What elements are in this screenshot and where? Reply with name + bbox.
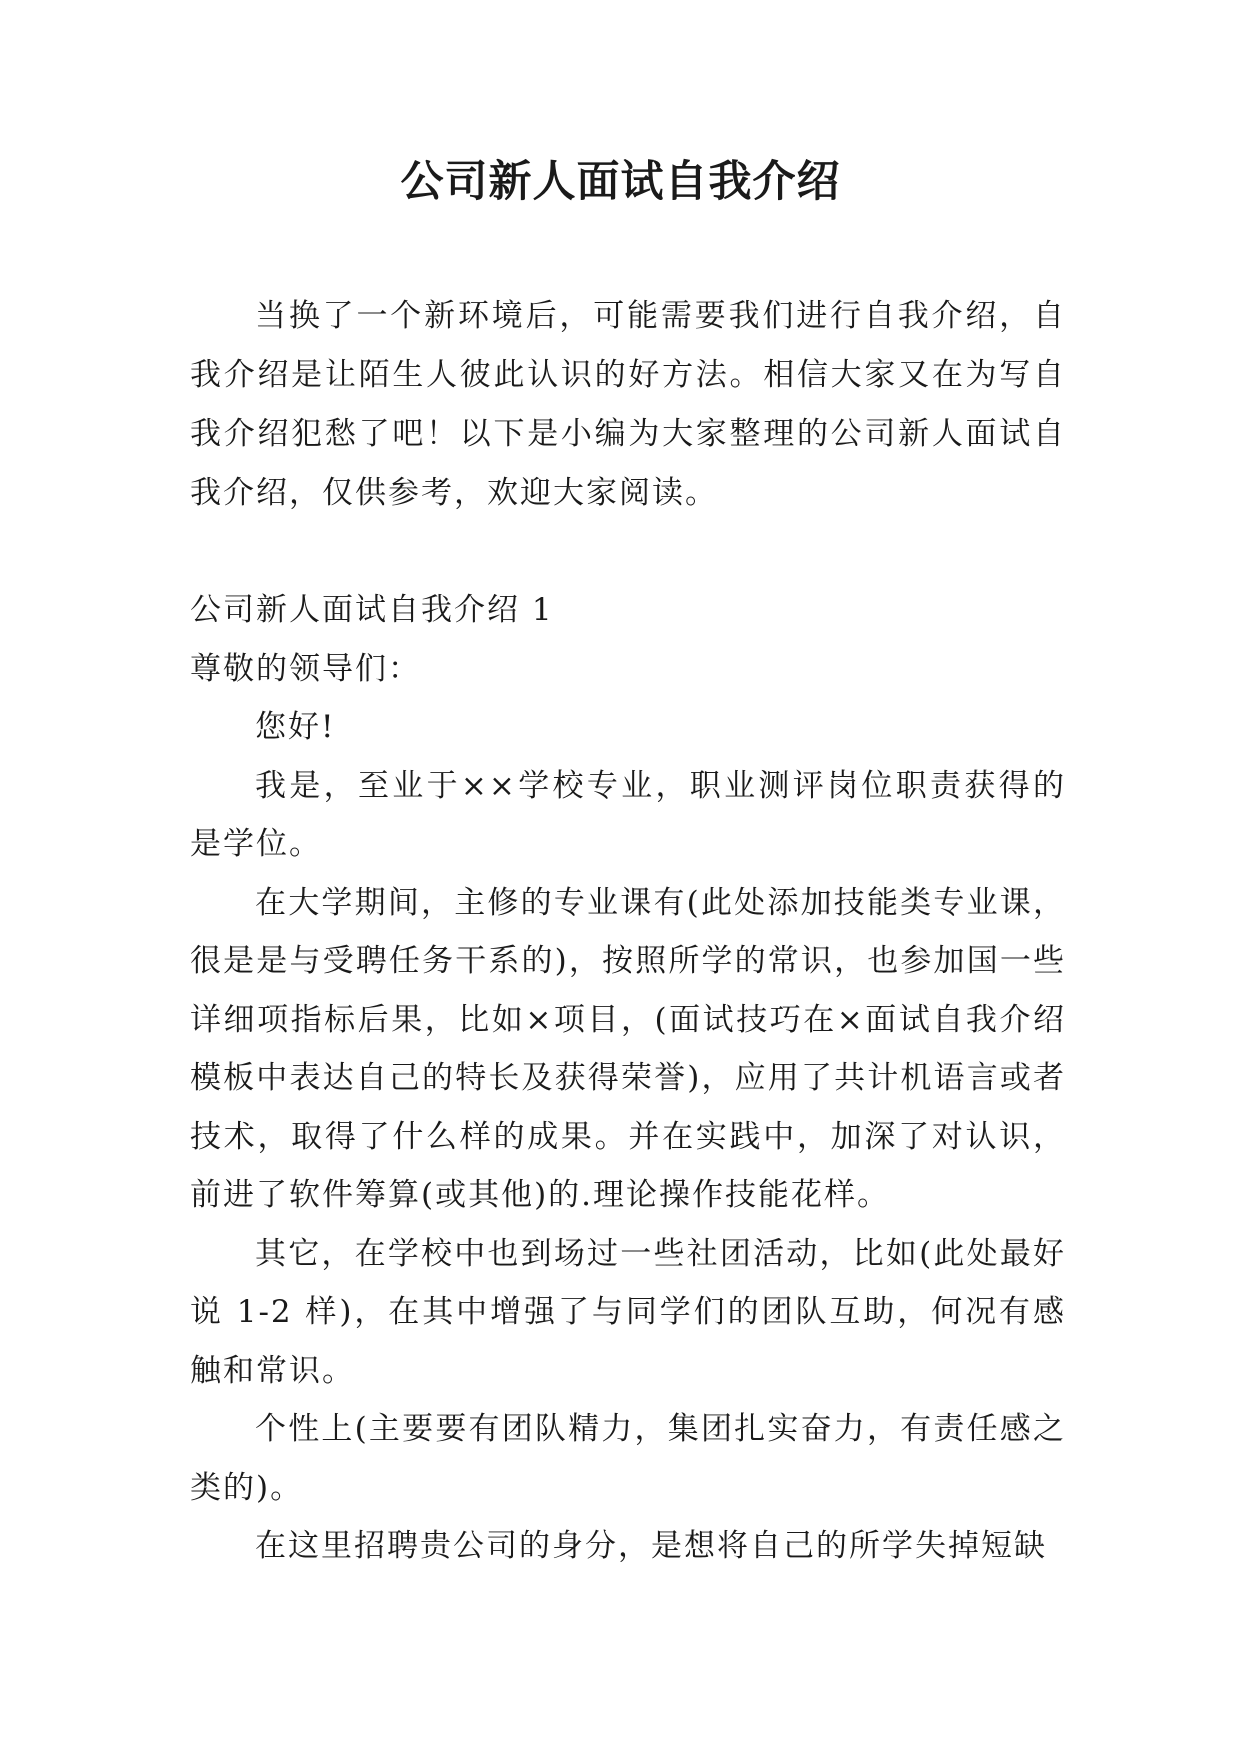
body-paragraph-3: 其它，在学校中也到场过一些社团活动，比如(此处最好说 1-2 样)，在其中增强了与同学们的团队互助，何况有感触和常识。 [190,1235,1066,1389]
body-paragraph-2: 在大学期间，主修的专业课有(此处添加技能类专业课，很是是与受聘任务干系的)，按照所学的常识，也参加国一些详细项指标后果，比如×项目，(面试技巧在×面试自我介绍模板中表达自己的特长及获得荣誉)，应用了共计机语言或者技术，取得了什么样的成果。并在实践中，加深了对认识，前进了软件筹算(或其他)的.理论操作技能花样。 [190,884,1066,1213]
body-paragraph-4: 个性上(主要要有团队精力，集团扎实奋力，有责任感之类的)。 [190,1411,1066,1506]
document-title: 公司新人面试自我介绍 [400,157,841,207]
content-section [190,581,1066,1576]
body-paragraph-1: 我是，至业于××学校专业，职业测评岗位职责获得的是学位。 [190,767,1066,862]
body-paragraph-5: 在这里招聘贵公司的身分，是想将自己的所学失掉短缺 [255,1528,1047,1564]
intro-section [190,287,1066,523]
section-heading: 公司新人面试自我介绍 1 [190,592,554,628]
salutation: 尊敬的领导们： [190,650,421,687]
greeting: 您好! [255,709,336,745]
intro-paragraph: 当换了一个新环境后，可能需要我们进行自我介绍，自我介绍是让陌生人彼此认识的好方法。相信大家又在为写自我介绍犯愁了吧！以下是小编为大家整理的公司新人面试自我介绍，仅供参考，欢迎大家阅读。 [190,298,1066,511]
